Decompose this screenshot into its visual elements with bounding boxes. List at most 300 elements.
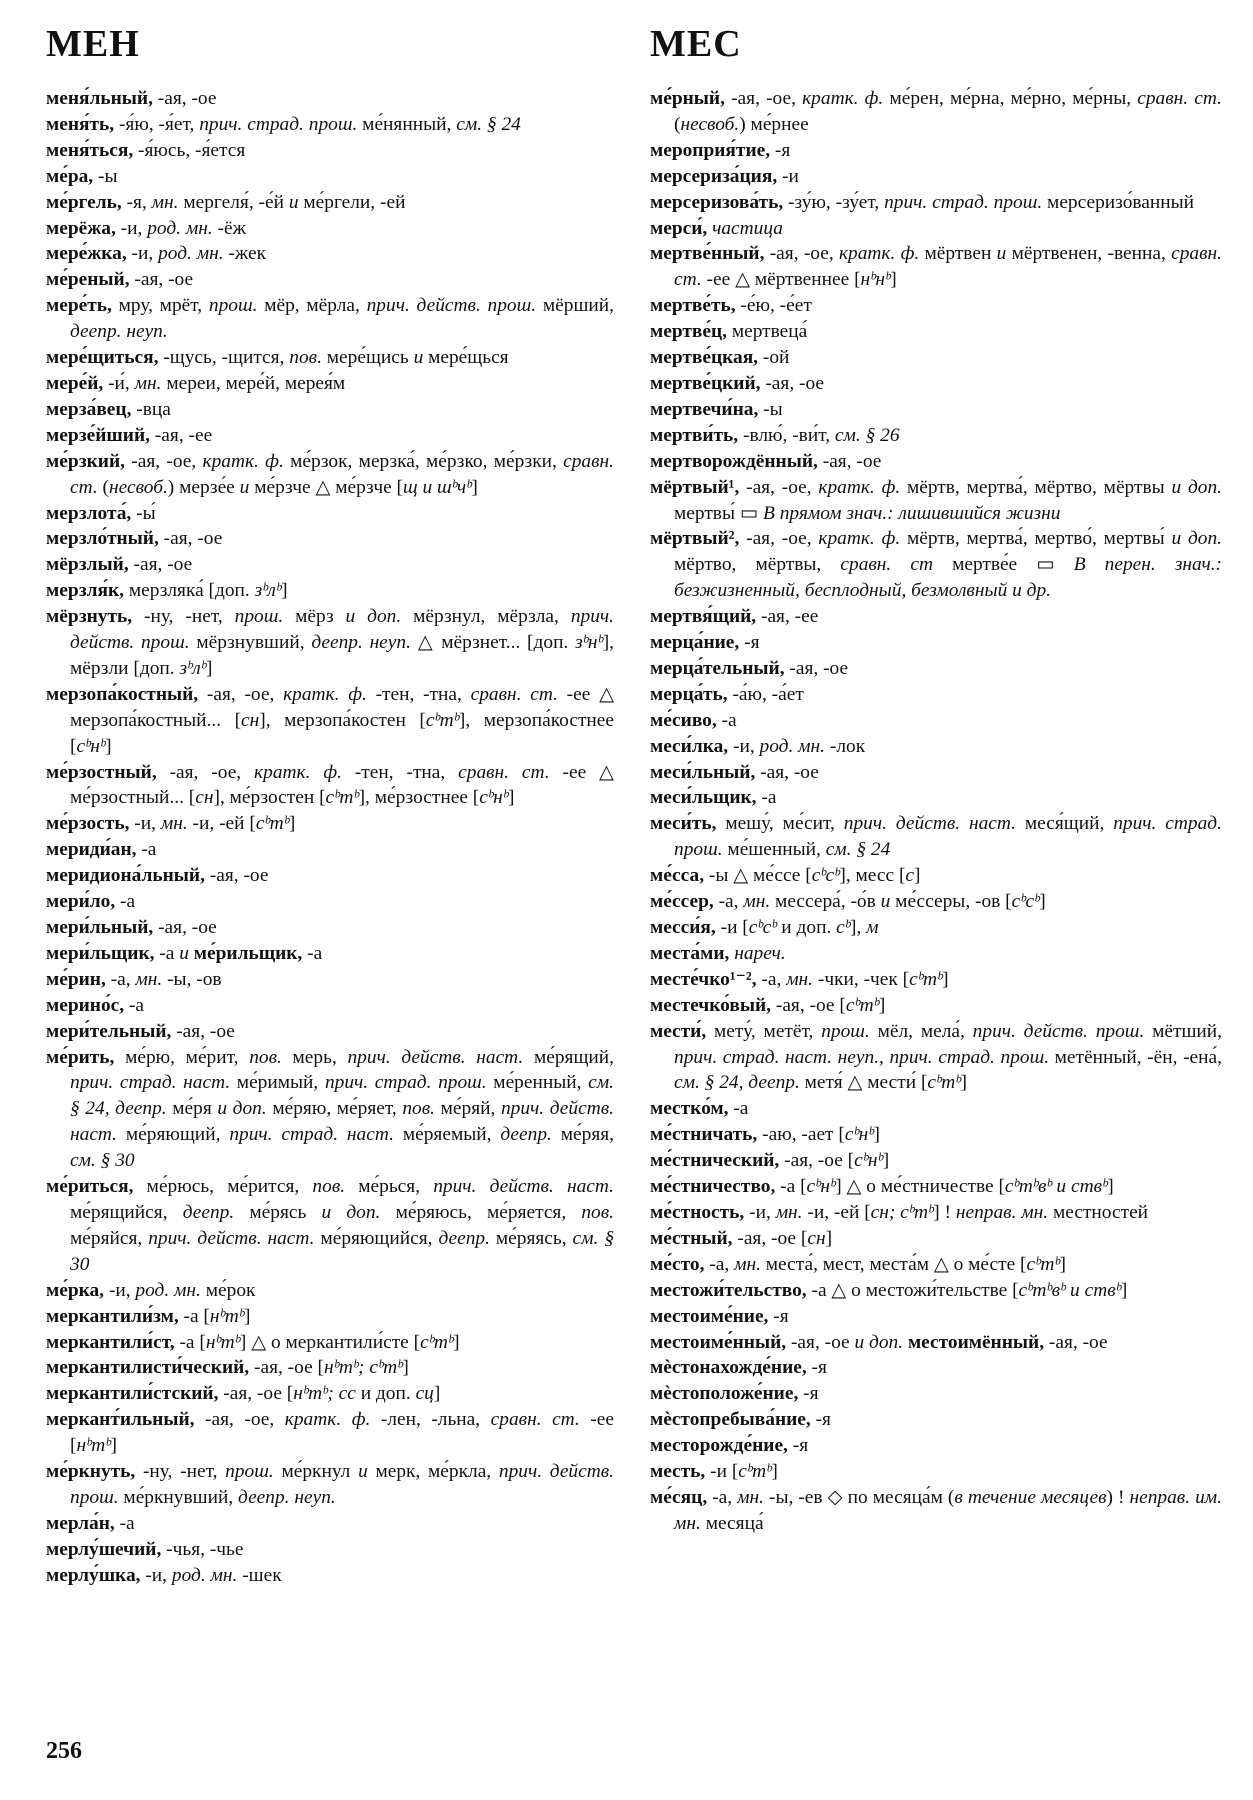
entry-text: ме́рясь — [234, 1201, 322, 1223]
grammar-label: несвоб. — [109, 476, 168, 498]
entry-text: ] — [281, 580, 288, 602]
entry-text: -ая, -ое, — [156, 761, 255, 783]
entry-text: ме́ркнувший, — [118, 1486, 239, 1508]
entry-text: ме́ргели, -ей — [298, 191, 406, 213]
dictionary-entry — [650, 811, 1222, 863]
entry-text: -ая, -ое — [158, 528, 223, 550]
entry-text: ме́рен, ме́рна, ме́рно, ме́рны, — [883, 88, 1138, 109]
entry-text: -ая, -ое — [153, 917, 217, 938]
dictionary-entry — [46, 837, 614, 863]
entry-text: -ая, -ое, — [194, 1409, 285, 1431]
entry-text: -а, — [756, 968, 787, 990]
entry-text: мёрзнул, мёрзла, — [401, 606, 571, 628]
dictionary-entry — [650, 138, 1222, 164]
headword: ме́сиво, — [650, 709, 717, 731]
entry-text: -а, — [105, 968, 136, 990]
entry-text: мерсеризо́ванный — [1042, 191, 1195, 213]
grammar-label: мн. — [743, 891, 771, 913]
grammar-label: и — [880, 891, 891, 913]
entry-text: -а, — [707, 1486, 738, 1508]
grammar-label: сᵇнᵇ — [844, 1124, 874, 1146]
dictionary-entry — [46, 604, 614, 682]
entry-text: -я — [806, 1357, 827, 1379]
entry-text: ], месс [ — [839, 865, 906, 887]
entry-text: -и, — [744, 1201, 776, 1223]
dictionary-entry — [46, 1537, 614, 1563]
headword: мерза́вец, — [46, 398, 132, 420]
entry-text: -ая, -ое — [786, 1331, 855, 1353]
grammar-label: прич. страд. прош. — [199, 113, 358, 135]
entry-text: ] — [914, 865, 921, 887]
dictionary-entry — [46, 1511, 614, 1537]
dictionary-entry — [650, 656, 1222, 682]
entry-text: ме́рок — [200, 1279, 256, 1301]
entry-text: мёрз — [283, 606, 346, 628]
entry-text: метённый, -ён, -ена́, — [1049, 1046, 1222, 1068]
entry-text: ] — [288, 813, 296, 835]
grammar-label: см. § 24, деепр. — [674, 1072, 800, 1094]
headword: мери́льщик, — [46, 942, 155, 964]
grammar-label: В перен. знач.: безжизненный, бесплодный, безмолвный и др. — [674, 554, 1222, 602]
headword: мерзло́тный, — [46, 528, 159, 550]
entry-text: ] — [825, 1227, 833, 1249]
dictionary-entry — [46, 371, 614, 397]
entry-text: мерк, ме́ркла, — [367, 1461, 499, 1483]
entry-text: -ая, -ое — [760, 372, 825, 394]
dictionary-entry — [46, 190, 614, 216]
entry-text: ] — [1120, 1279, 1128, 1301]
entry-text: мессера́, -о́в — [770, 891, 881, 913]
grammar-label: м — [866, 917, 879, 938]
headword: мере́ть, — [46, 295, 112, 317]
grammar-label: сравн. ст. — [70, 450, 615, 498]
entry-text: мергеля́, -е́й — [178, 191, 289, 213]
entry-text: -и, — [115, 217, 148, 239]
grammar-label: сᵇтᵇ — [845, 994, 879, 1016]
grammar-label: прич. действ. наст. — [70, 1098, 614, 1146]
headword: ме́сто, — [650, 1253, 705, 1275]
entry-text: -и, — [129, 813, 161, 835]
grammar-label: мн. — [775, 1201, 803, 1223]
entry-text: -ая, -ое, — [125, 450, 203, 472]
entry-text: ме́ряющий, — [117, 1124, 230, 1146]
headword: мери́тельный, — [46, 1020, 172, 1042]
headword: мерлу́шечий, — [46, 1538, 162, 1560]
grammar-label: сᵇнᵇ — [76, 735, 106, 757]
dictionary-entry — [650, 1096, 1222, 1122]
grammar-label: и — [288, 191, 299, 213]
headword: меня́ться, — [46, 139, 134, 161]
dictionary-entry — [46, 1459, 614, 1511]
dictionary-entry — [46, 760, 614, 812]
dictionary-entry — [650, 734, 1222, 760]
grammar-label: и — [996, 243, 1007, 265]
headword: мерца́ние, — [650, 632, 740, 654]
entry-text: ] — [960, 1072, 967, 1094]
headword: местожи́тельство, — [650, 1279, 807, 1301]
grammar-label: сн — [241, 709, 260, 731]
grammar-label: сᵇтᵇ — [420, 1331, 454, 1353]
entry-text: -ая, -ое [ — [249, 1357, 324, 1379]
dictionary-entry — [650, 630, 1222, 656]
entry-text: -ая, -ое — [755, 761, 819, 783]
dictionary-entry — [650, 423, 1222, 449]
dictionary-entry — [650, 967, 1222, 993]
dictionary-entry — [46, 1019, 614, 1045]
headword: мерзлота́, — [46, 502, 132, 524]
headword: месси́я, — [650, 917, 716, 938]
headword: мере́й, — [46, 372, 104, 394]
grammar-label: деепр. неуп. — [238, 1486, 336, 1508]
grammar-label: мн. — [737, 1486, 764, 1508]
entry-text: -ая, -ое [ — [218, 1383, 294, 1405]
grammar-label: сᵇ — [836, 917, 850, 938]
entry-text: -зу́ю, -зу́ет, — [783, 191, 885, 213]
entry-text: ] — [1107, 1176, 1114, 1198]
dictionary-entry — [650, 682, 1222, 708]
grammar-label: сᵇтᵇ — [325, 787, 359, 809]
headword: ме́рзостный, — [46, 761, 157, 783]
entry-text: -ая, -ое — [171, 1020, 235, 1042]
headword: местечко́вый, — [650, 994, 772, 1016]
entry-text: -а́ю, -а́ет — [727, 683, 804, 705]
headword: ме́рить, — [46, 1046, 115, 1068]
entry-text: -ы, -ев ◇ по месяца́м ( — [763, 1486, 955, 1508]
grammar-label: сᵇтᵇ — [927, 1072, 961, 1094]
entry-text: -влю́, -ви́т, — [738, 424, 835, 446]
grammar-label: В прямом знач.: лишившийся жизни — [763, 502, 1061, 524]
entry-text: ] — [771, 1461, 778, 1483]
dictionary-entry — [46, 1355, 614, 1381]
grammar-label: деепр. — [500, 1124, 552, 1146]
entry-text: мере́щись — [321, 347, 414, 369]
headword: мере́жка, — [46, 243, 127, 265]
dictionary-entry — [650, 293, 1222, 319]
entry-text: ме́рься, — [345, 1176, 434, 1198]
entry-text: ( — [97, 476, 110, 498]
dictionary-entry — [650, 915, 1222, 941]
entry-text: ] — [873, 1124, 880, 1146]
entry-text: -а — [716, 709, 737, 731]
headword: мѐстоположе́ние, — [650, 1383, 799, 1405]
grammar-label: кратк. ф. — [202, 450, 284, 472]
grammar-label: нᵇтᵇ — [76, 1435, 111, 1457]
grammar-label: сᵇтᵇ — [738, 1461, 772, 1483]
grammar-label: прош. — [208, 295, 258, 317]
grammar-label: пов. — [289, 347, 322, 369]
dictionary-entry — [650, 1304, 1222, 1330]
grammar-label: мн. — [734, 1253, 761, 1275]
entry-text: ме́ряя, — [551, 1124, 615, 1146]
headword: мерца́тельный, — [650, 657, 785, 679]
entry-text: мерь, — [281, 1046, 348, 1068]
grammar-label: деепр. неуп. — [311, 632, 411, 654]
grammar-label: мн. — [135, 968, 163, 990]
grammar-label: деепр. — [438, 1227, 490, 1249]
grammar-label: пов. — [249, 1046, 282, 1068]
column-right — [650, 86, 1222, 1537]
dictionary-entry — [46, 941, 614, 967]
entry-text: -а — [302, 942, 323, 964]
headword: мертве́цкая, — [650, 347, 759, 369]
entry-text: ме́ря — [166, 1098, 218, 1120]
grammar-label: см. § 24 — [456, 113, 521, 135]
entry-text: ] — [110, 1435, 117, 1457]
entry-text: -а [ — [775, 1176, 807, 1198]
entry-text: -и́, — [103, 372, 135, 394]
entry-text: ] — [471, 476, 478, 498]
headword: ме́риться, — [46, 1176, 134, 1198]
entry-text: места́, мест, места́м △ о ме́сте [ — [760, 1253, 1027, 1275]
headword: меркантили́стский, — [46, 1383, 219, 1405]
dictionary-entry — [650, 397, 1222, 423]
entry-text: ] — [402, 1357, 409, 1379]
entry-text: -ая, -ее — [756, 606, 819, 628]
entry-text: ) мерзе́е — [167, 476, 240, 498]
entry-text: -и [ — [705, 1461, 739, 1483]
dictionary-entry — [46, 1304, 614, 1330]
entry-text: -шек — [237, 1564, 282, 1586]
entry-text: ] △ о ме́стничестве [ — [835, 1176, 1005, 1198]
entry-text: мере́щься — [423, 347, 509, 369]
dictionary-entry — [650, 319, 1222, 345]
grammar-label: и доп. — [345, 606, 402, 628]
grammar-label: пов. — [581, 1201, 615, 1223]
entry-text: -чки, -чек [ — [813, 968, 910, 990]
entry-text: -а △ о местожи́тельстве [ — [806, 1279, 1019, 1301]
grammar-label: сᵇтᵇвᵇ и ствᵇ — [1004, 1176, 1108, 1198]
dictionary-entry — [650, 1407, 1222, 1433]
running-head-left: МЕН — [46, 23, 140, 65]
grammar-label: и доп. — [321, 1201, 381, 1223]
headword: мерино́с, — [46, 994, 125, 1016]
grammar-label: кратк. ф. — [284, 1409, 371, 1431]
entry-text: ме́рюсь, ме́рится, — [133, 1176, 313, 1198]
grammar-label: прош. — [225, 1461, 274, 1483]
dictionary-entry — [650, 708, 1222, 734]
grammar-label: и — [239, 476, 250, 498]
entry-text: -чья, -чье — [161, 1538, 244, 1560]
grammar-label: сᵇтᵇ — [255, 813, 289, 835]
headword: мертворождённый, — [650, 450, 818, 472]
headword: мертве́ц, — [650, 321, 727, 343]
headword: мерла́н, — [46, 1512, 115, 1534]
entry-text: -ая, -ое [ — [779, 1150, 855, 1172]
entry-text: ] — [882, 1150, 890, 1172]
dictionary-entry — [46, 915, 614, 941]
entry-text: -ая, -ое — [152, 88, 217, 109]
grammar-label: сравн. ст — [840, 554, 933, 576]
entry-text: ] — [507, 787, 515, 809]
entry-text: и доп. — [776, 917, 837, 938]
dictionary-entry — [46, 138, 614, 164]
dictionary-entry — [46, 216, 614, 242]
entry-text: мёр, мёрла, — [257, 295, 367, 317]
grammar-label: см. § 30 — [70, 1150, 135, 1172]
dictionary-entry — [46, 578, 614, 604]
entry-text: ], мерзопа́костнее [ — [70, 709, 615, 757]
entry-text: ] — [433, 1383, 441, 1405]
entry-text: -вца — [131, 398, 171, 420]
dictionary-entry — [46, 1407, 614, 1459]
entry-text: -ая, -ое, — [198, 683, 284, 705]
headword: мерзля́к, — [46, 580, 125, 602]
grammar-label: прич. страд. прош. — [884, 191, 1043, 213]
grammar-label: нᵇнᵇ — [860, 269, 891, 291]
headword: мери́ло, — [46, 891, 116, 913]
grammar-label: прич. действ. прош. — [70, 606, 614, 654]
entry-text: -ая, -ое, — [739, 476, 819, 498]
grammar-label: прич. действ. прош. — [70, 1461, 614, 1508]
running-head-right: МЕС — [650, 23, 742, 65]
entry-text: -а — [728, 1098, 749, 1120]
grammar-label: мн. — [160, 813, 188, 835]
entry-text: -ну, -нет, — [132, 606, 235, 628]
dictionary-entry — [650, 190, 1222, 216]
grammar-label: щ и шᵇчᵇ — [402, 476, 472, 498]
grammar-label: кратк. ф. — [254, 761, 342, 783]
entry-text: ме́ркнул — [273, 1461, 359, 1483]
entry-text: ме́римый, — [230, 1072, 325, 1094]
entry-text: ], ме́рзостнее [ — [358, 787, 480, 809]
entry-text: мешу́, ме́сит, — [716, 813, 844, 835]
entry-text: мереи, мере́й, мерея́м — [161, 372, 346, 394]
headword: ме́стность, — [650, 1201, 745, 1223]
dictionary-entry — [46, 1174, 614, 1278]
entry-text: ], ме́рзостен [ — [213, 787, 326, 809]
headword: меси́льный, — [650, 761, 756, 783]
entry-text: метя́ △ мести́ [ — [799, 1072, 928, 1094]
entry-text: ] — [1039, 891, 1046, 913]
entry-text: -я — [810, 1409, 831, 1431]
grammar-label: сравн. ст. — [1137, 88, 1222, 109]
headword: мерсериза́ция, — [650, 165, 778, 187]
entry-text: ) ме́рнее — [739, 113, 809, 135]
entry-text: мётший, — [1144, 1020, 1223, 1042]
entry-text: -ее △ ме́рзостный... [ — [70, 761, 614, 809]
headword: мерёжа, — [46, 217, 116, 239]
entry-text: -е́ю, -е́ет — [735, 295, 812, 317]
dictionary-entry — [650, 1252, 1222, 1278]
headword: ме́рка, — [46, 1279, 105, 1301]
entry-text: ме́ряюсь, ме́ряется, — [380, 1201, 582, 1223]
headword: меркантилисти́ческий, — [46, 1357, 250, 1379]
entry-text: -ая, -ое [ — [732, 1227, 808, 1249]
dictionary-entry — [46, 345, 614, 371]
entry-text: -а — [124, 994, 145, 1016]
headword: местко́м, — [650, 1098, 729, 1120]
grammar-label: кратк. ф. — [838, 243, 920, 265]
entry-text: -ая, -ее — [149, 424, 213, 446]
entry-text: -жек — [223, 243, 267, 265]
entry-text: -ее △ мёртвеннее [ — [701, 269, 861, 291]
grammar-label: деепр. неуп. — [70, 321, 168, 343]
grammar-label: сᵇтᵇ — [425, 709, 459, 731]
entry-text: ] — [942, 968, 949, 990]
dictionary-entry — [650, 1485, 1222, 1537]
entry-text: -ой — [758, 347, 790, 369]
entry-text: ] △ о меркантили́сте [ — [239, 1331, 421, 1353]
headword: местоиме́нный, — [650, 1331, 787, 1353]
dictionary-entry — [46, 526, 614, 552]
entry-text: -лок — [825, 735, 866, 757]
grammar-label: прош. — [821, 1020, 870, 1042]
grammar-label: см. § 26 — [834, 424, 900, 446]
grammar-label: мн. — [134, 372, 162, 394]
grammar-label: сᵇтᵇ — [909, 968, 943, 990]
headword: меси́лка, — [650, 735, 729, 757]
entry-text: -и, — [104, 1279, 136, 1301]
headword: ме́рзкий, — [46, 450, 125, 472]
grammar-label: сн — [807, 1227, 826, 1249]
entry-text: -ая, -ое, — [724, 88, 803, 109]
dictionary-entry — [46, 1381, 614, 1407]
entry-text: мертвеца́ — [726, 321, 808, 343]
entry-text: ] — [453, 1331, 460, 1353]
grammar-label: род. мн. — [158, 243, 224, 265]
headword: мероприя́тие, — [650, 139, 771, 161]
grammar-label: прич. страд. наст. — [70, 1072, 231, 1094]
entry-text: месяца́ — [700, 1512, 764, 1534]
entry-text: -я — [770, 139, 791, 161]
grammar-label: сᵇнᵇ — [806, 1176, 836, 1198]
entry-text: -а — [115, 891, 136, 913]
dictionary-entry — [46, 1330, 614, 1356]
headword: мере́щиться, — [46, 347, 159, 369]
entry-text: меся́щий, — [1016, 813, 1114, 835]
headword: ме́стничать, — [650, 1124, 758, 1146]
entry-text: ме́шенный, — [722, 839, 826, 861]
entry-text: △ мёрзнет... [доп. — [410, 632, 576, 654]
grammar-label: прич. страд. наст. — [229, 1124, 394, 1146]
entry-text: -и — [777, 165, 799, 187]
grammar-label: и — [179, 942, 189, 964]
headword: мерлу́шка, — [46, 1564, 141, 1586]
entry-text: -ы́ — [131, 502, 156, 524]
dictionary-entry — [46, 241, 614, 267]
entry-text: ] — [878, 994, 886, 1016]
dictionary-entry — [650, 164, 1222, 190]
headword: места́ми, — [650, 942, 730, 964]
headword: мѐстонахожде́ние, — [650, 1357, 807, 1379]
entry-text: -ая, -ое — [784, 657, 849, 679]
entry-text: -ы, -ов — [162, 968, 222, 990]
dictionary-entry — [46, 112, 614, 138]
headword: ме́сяц, — [650, 1486, 708, 1508]
entry-text: ме́ряясь, — [489, 1227, 573, 1249]
entry-text: местностей — [1048, 1201, 1149, 1223]
headword: мертве́ть, — [650, 295, 736, 317]
entry-text: -я, — [121, 191, 152, 213]
grammar-label: сравн. ст. — [490, 1409, 580, 1431]
headword: мертве́цкий, — [650, 372, 761, 394]
entry-text: -а — [114, 1512, 135, 1534]
entry-text: ] — [105, 735, 112, 757]
entry-text: -и, — [126, 243, 159, 265]
entry-text: мёртвен — [919, 243, 997, 265]
headword: месть, — [650, 1461, 706, 1483]
dictionary-entry — [46, 293, 614, 345]
headword: ме́рин, — [46, 968, 106, 990]
entry-text: -а, — [713, 891, 744, 913]
headword: мертвечи́на, — [650, 398, 759, 420]
entry-text: -а — [154, 942, 180, 964]
entry-text: ] — [243, 1305, 251, 1327]
entry-text: -ая, -ое — [129, 269, 194, 291]
entry-text: -я — [739, 632, 760, 654]
entry-text: -ая, -ое — [1044, 1331, 1108, 1353]
grammar-label: сравн. ст. — [674, 243, 1222, 291]
